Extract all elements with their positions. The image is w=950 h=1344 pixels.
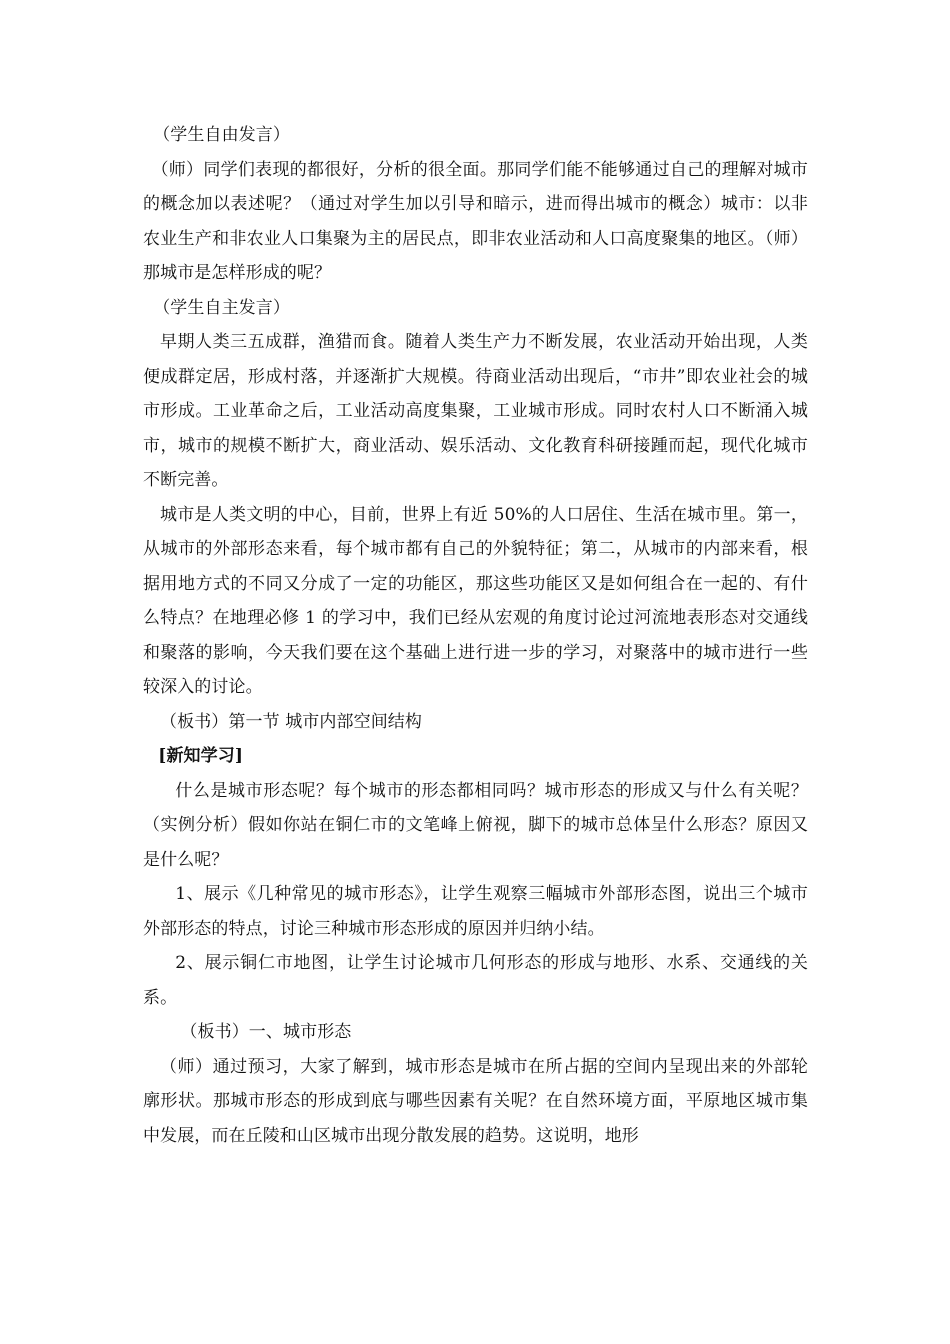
paragraph-student-free-speech: （学生自由发言） <box>153 125 290 145</box>
paragraph-city-civilization: 城市是人类文明的中心，目前，世界上有近 50%的人口居住、生活在城市里。第一，从城市的外部形态来看，每个城市都有自己的外貌特征；第二，从城市的内部来看，根据用地方式的不同又分成了一定的功能区，那这些功能区又是如何组合在一起的、有什么特点？在地理必修 1 的学习中，我们已经从宏观的角度讨论过河流地表形态对交通线和聚落的影响，今天我们要在这个基础上进行进一步的学习，对聚落中的城市进行一些较深入的讨论。 <box>143 504 808 697</box>
paragraph-morphology-explanation: （师）通过预习，大家了解到，城市形态是城市在所占据的空间内呈现出来的外部轮廓形状。那城市形态的形成到底与哪些因素有关呢？在自然环境方面，平原地区城市集中发展，而在丘陵和山区城市出现分散发展的趋势。这说明，地形 <box>143 1056 808 1146</box>
paragraph-board-city-morphology: （板书）一、城市形态 <box>180 1022 352 1042</box>
paragraph-board-section-title: （板书）第一节 城市内部空间结构 <box>160 711 423 732</box>
paragraph-student-self-speech: （学生自主发言） <box>153 297 290 318</box>
paragraph-city-concept: （师）同学们表现的都很好，分析的很全面。那同学们能不能够通过自己的理解对城市的概念加以表述呢？（通过对学生加以引导和暗示，进而得出城市的概念）城市：以非农业生产和非农业人口集聚为主的居民点，即非农业活动和人口高度聚集的地区。（师）那城市是怎样形成的呢？ <box>143 159 808 283</box>
paragraph-city-morphology-question: 什么是城市形态呢？每个城市的形态都相同吗？城市形态的形成又与什么有关呢？（实例分析）假如你站在铜仁市的文笔峰上俯视，脚下的城市总体呈什么形态？原因又是什么呢？ <box>143 780 808 870</box>
document-body <box>143 118 808 1153</box>
paragraph-city-formation: 早期人类三五成群，渔猎而食。随着人类生产力不断发展，农业活动开始出现，人类便成群定居，形成村落，并逐渐扩大规模。待商业活动出现后，“市井”即农业社会的城市形成。工业革命之后，工业活动高度集聚，工业城市形成。同时农村人口不断涌入城市，城市的规模不断扩大，商业活动、娱乐活动、文化教育科研接踵而起，现代化城市不断完善。 <box>143 332 808 490</box>
section-heading-new-knowledge: [新知学习] <box>158 746 243 766</box>
paragraph-activity-1: 1、展示《几种常见的城市形态》，让学生观察三幅城市外部形态图，说出三个城市外部形态的特点，讨论三种城市形态形成的原因并归纳小结。 <box>143 884 808 939</box>
paragraph-activity-2: 2、展示铜仁市地图，让学生讨论城市几何形态的形成与地形、水系、交通线的关系。 <box>143 953 808 1008</box>
